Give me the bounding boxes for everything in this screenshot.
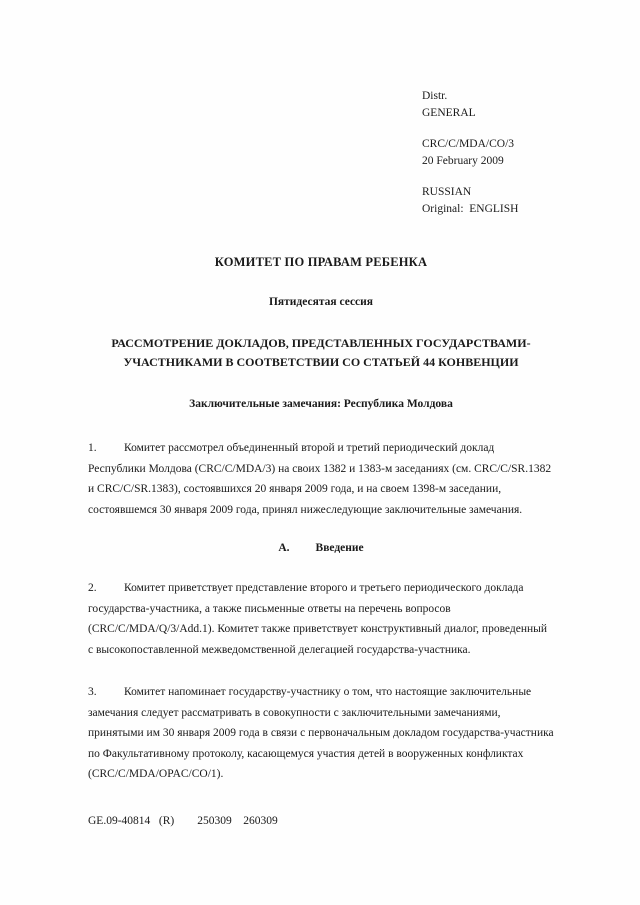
paragraph-3 xyxy=(88,682,554,785)
section-a-title: Введение xyxy=(315,542,364,554)
paragraph-2 xyxy=(88,578,554,660)
subject-line-1: РАССМОТРЕНИЕ ДОКЛАДОВ, ПРЕДСТАВЛЕННЫХ ГОСУДАРСТВАМИ- xyxy=(111,336,531,350)
section-a-heading xyxy=(88,542,554,554)
distr-group xyxy=(422,88,518,122)
paragraph-text: Комитет рассмотрел объединенный второй и третий периодический доклад Республики Молдова (CRC/C/MDA/3) на своих 1382 и 1383-м заседаниях (см. CRC/C/SR.1382 и CRC/C/SR.1383), состоявшихся 20 января 2009 года, и на своем 1398-м заседании, состоявшемся 30 января 2009 года, принял нижеследующие заключительные замечания. xyxy=(88,442,552,516)
document-footer-code: GE.09-40814 (R) 250309 260309 xyxy=(88,815,278,827)
session-title: Пятидесятая сессия xyxy=(268,296,373,308)
paragraph-number: 1. xyxy=(88,442,97,454)
page-title: КОМИТЕТ ПО ПРАВАМ РЕБЕНКА xyxy=(214,255,428,269)
symbol-group xyxy=(422,136,518,170)
paragraph-1 xyxy=(88,438,554,520)
distr-value: GENERAL xyxy=(422,107,476,119)
paragraph-text: Комитет приветствует представление второго и третьего периодического доклада государства-участника, а также письменные ответы на перечень вопросов (CRC/C/MDA/Q/3/Add.1). Комитет также приветствует конструктивный диалог, проведенный с высокопоставленной межведомственной делегацией государства-участника. xyxy=(88,582,548,656)
distribution-header xyxy=(422,88,518,218)
paragraph-text: Комитет напоминает государству-участнику о том, что настоящие заключительные замечания следует рассматривать в совокупности с заключительными замечаниями, принятыми им 30 января 2009 года в связи с первоначальным докладом государства-участника по Факультативному протоколу, касающемуся участия детей в вооруженных конфликтах (CRC/C/MDA/OPAC/CO/1). xyxy=(88,686,554,780)
document-date: 20 February 2009 xyxy=(422,155,504,167)
distr-label: Distr. xyxy=(422,90,448,102)
subject-heading xyxy=(88,334,554,372)
document-original: Original: ENGLISH xyxy=(422,203,519,215)
paragraph-number: 3. xyxy=(88,686,97,698)
subject-line-2: УЧАСТНИКАМИ В СООТВЕТСТВИИ СО СТАТЬЕЙ 44 КОНВЕНЦИИ xyxy=(123,355,519,369)
document-language: RUSSIAN xyxy=(422,186,472,198)
language-group xyxy=(422,184,518,218)
document-body xyxy=(88,255,554,807)
concluding-observations-title: Заключительные замечания: Республика Молдова xyxy=(189,398,453,410)
section-a-letter: A. xyxy=(278,542,290,554)
paragraph-number: 2. xyxy=(88,582,97,594)
document-symbol: CRC/C/MDA/CO/3 xyxy=(422,138,515,150)
